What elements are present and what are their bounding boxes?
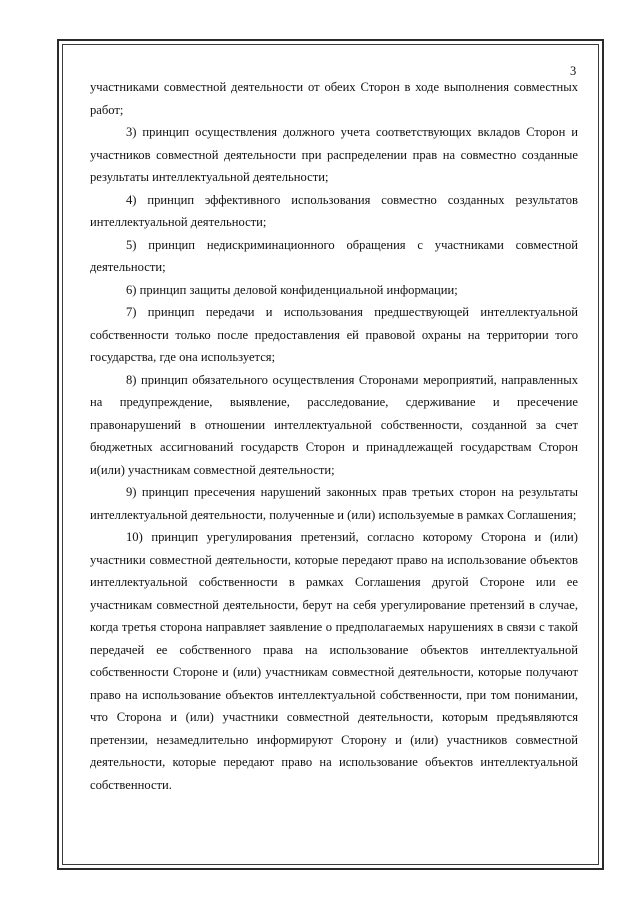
paragraph-principle-4: 4) принцип эффективного использования совместно созданных результатов интеллектуальной деятельности; — [90, 192, 578, 229]
paragraph-principle-5: 5) принцип недискриминационного обращения с участниками совместной деятельности; — [90, 237, 578, 274]
paragraph-principle-8: 8) принцип обязательного осуществления Сторонами мероприятий, направленных на предупреждение, выявление, расследование, сдерживание и пресечение правонарушений в отношении интеллектуальной собственности, созданной за счет бюджетных ассигнований государств Сторон и принадлежащей государствам Сторон и(или) участникам совместной деятельности; — [90, 372, 578, 477]
page-number: 3 — [570, 64, 577, 78]
paragraph-principle-9: 9) принцип пресечения нарушений законных прав третьих сторон на результаты интеллектуальной деятельности, полученные и (или) используемые в рамках Соглашения; — [90, 485, 578, 522]
paragraph-principle-7: 7) принцип передачи и использования предшествующей интеллектуальной собственности только после предоставления ей правовой охраны на территории того государства, где она используется; — [90, 305, 578, 364]
paragraph-principle-3: 3) принцип осуществления должного учета соответствующих вкладов Сторон и участников совместной деятельности при распределении прав на совместно созданные результаты интеллектуальной деятельности; — [90, 125, 578, 184]
paragraph-principle-10: 10) принцип урегулирования претензий, согласно которому Сторона и (или) участники совместной деятельности, которые передают право на использование объектов интеллектуальной собственности в рамках Соглашения другой Стороне или ее участникам совместной деятельности, берут на себя урегулирование претензий в случае, когда третья сторона направляет заявление о предполагаемых нарушениях в связи с такой передачей ее собственного права на использование объектов интеллектуальной собственности Стороне и (или) участникам совместной деятельности, которые получают право на использование объектов интеллектуальной собственности, при том понимании, что Сторона и (или) участники совместной деятельности, которым предъявляются претензии, незамедлительно информируют Сторону и (или) участников совместной деятельности, которые передают право на использование объектов интеллектуальной собственности. — [90, 530, 578, 792]
paragraph-principle-6: 6) принцип защиты деловой конфиденциальной информации; — [126, 282, 458, 297]
document-body — [90, 76, 578, 796]
paragraph-continuation: участниками совместной деятельности от обеих Сторон в ходе выполнения совместных работ; — [90, 80, 578, 117]
